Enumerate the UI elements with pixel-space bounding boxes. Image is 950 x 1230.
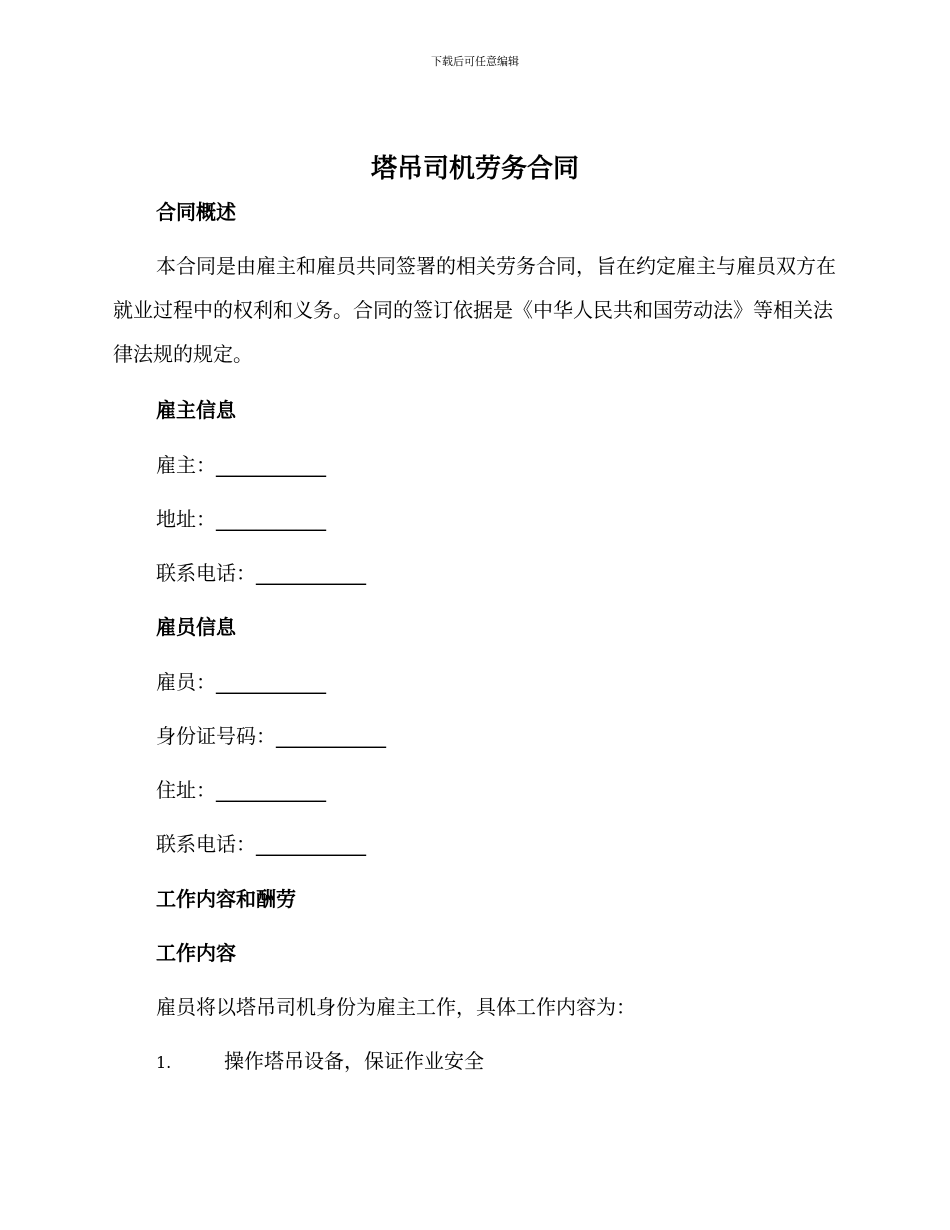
document-title: 塔吊司机劳务合同 <box>370 154 579 184</box>
list-item <box>156 1046 484 1078</box>
work-intro: 雇员将以塔吊司机身份为雇主工作，具体工作内容为： <box>156 995 636 1019</box>
employee-heading: 雇员信息 <box>156 615 236 639</box>
work-content-heading: 工作内容 <box>156 941 236 965</box>
employee-address-field: 住址：___________ <box>156 778 326 802</box>
employee-id-field: 身份证号码：___________ <box>156 724 386 748</box>
list-item-number: 1. <box>156 1053 172 1072</box>
employee-phone-field: 联系电话：___________ <box>156 832 366 856</box>
employer-address-field: 地址：___________ <box>156 507 326 531</box>
employee-name-field: 雇员：___________ <box>156 670 326 694</box>
overview-paragraph: 本合同是由雇主和雇员共同签署的相关劳务合同，旨在约定雇主与雇员双方在就业过程中的权利和义务。合同的签订依据是《中华人民共和国劳动法》等相关法律法规的规定。 <box>113 254 836 366</box>
employer-phone-field: 联系电话：___________ <box>156 561 366 585</box>
employer-heading: 雇主信息 <box>156 398 236 422</box>
work-heading: 工作内容和酬劳 <box>156 887 296 911</box>
header-note: 下载后可任意编辑 <box>431 55 519 68</box>
employer-name-field: 雇主：___________ <box>156 453 326 477</box>
overview-heading: 合同概述 <box>156 200 236 224</box>
list-item-text: 操作塔吊设备，保证作业安全 <box>224 1049 484 1073</box>
